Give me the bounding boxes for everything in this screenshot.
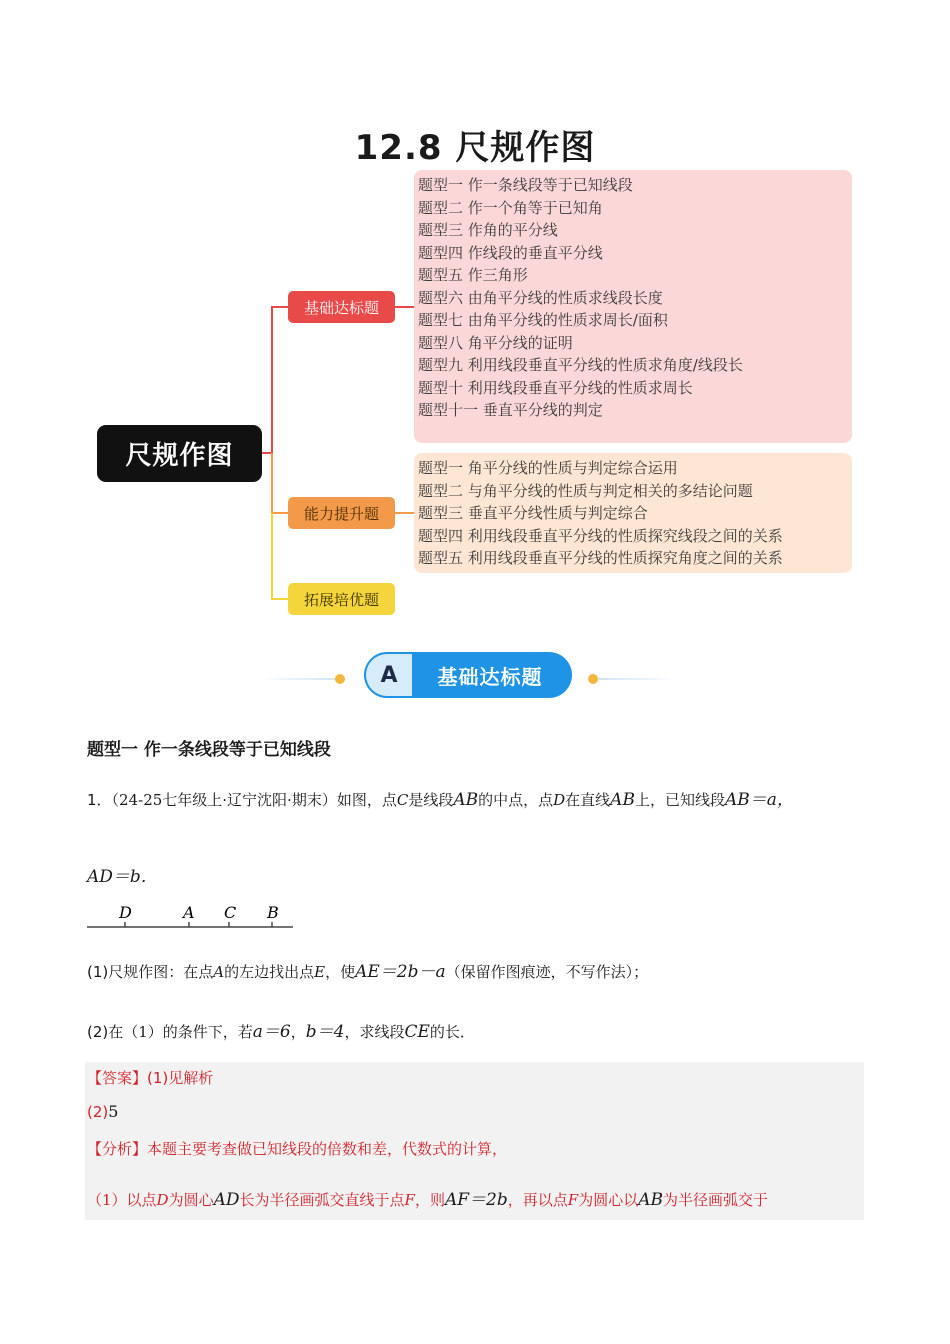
list-item: 题型二 作一个角等于已知角: [418, 198, 603, 217]
answer-value: 5: [108, 1102, 119, 1121]
problem-text: ，: [290, 1023, 306, 1041]
section-letter: A: [366, 654, 412, 696]
banner-line-left: [258, 678, 338, 680]
analysis-text: 为半径画弧交于: [662, 1191, 768, 1209]
list-item: 题型二 与角平分线的性质与判定相关的多结论问题: [418, 481, 753, 500]
analysis-text: 为圆心以: [578, 1191, 639, 1209]
analysis-step-1: [87, 1185, 768, 1210]
answer-number: (1): [147, 1069, 169, 1087]
list-item: 题型八 角平分线的证明: [418, 333, 573, 352]
analysis-text: ，再以点: [507, 1191, 568, 1209]
equation: AB＝a，: [724, 790, 794, 810]
problem-text: ，求线段: [344, 1023, 405, 1041]
equation: AF＝2b: [444, 1190, 508, 1210]
connector-advanced: [272, 453, 288, 513]
list-item: 题型四 利用线段垂直平分线的性质探究线段之间的关系: [418, 526, 783, 545]
banner-dot-right: [588, 674, 598, 684]
problem-text: 尺规作图：在点: [108, 963, 214, 981]
type-heading: 题型一 作一条线段等于已知线段: [87, 740, 331, 760]
analysis-line: [87, 1138, 507, 1159]
problem-text: （24-25七年级上·辽宁沈阳·期末）如图，点: [111, 791, 397, 809]
point-label: C: [396, 791, 409, 809]
equation: AD＝b．: [87, 867, 158, 887]
point-label: F: [567, 1191, 579, 1209]
list-item: 题型十 利用线段垂直平分线的性质求周长: [418, 378, 693, 397]
analysis-text: 本题主要考查做已知线段的倍数和差，代数式的计算，: [147, 1140, 508, 1158]
question-number: (1): [87, 963, 109, 981]
question-1: [87, 957, 648, 982]
problem-text: 的长．: [429, 1023, 475, 1041]
list-item: 题型六 由角平分线的性质求线段长度: [418, 288, 663, 307]
answer-text: 见解析: [168, 1069, 214, 1087]
segment-label: AB: [638, 1190, 663, 1210]
banner-line-right: [598, 678, 678, 680]
advanced-items-box: [414, 453, 852, 573]
page-title: 12.8 尺规作图: [354, 128, 596, 168]
problem-text: 上，已知线段: [634, 791, 725, 809]
problem-text: 在（1）的条件下，若: [108, 1023, 253, 1041]
point-label: D: [553, 791, 566, 809]
problem-text: 的中点，点: [478, 791, 554, 809]
list-item: 题型四 作线段的垂直平分线: [418, 243, 603, 262]
branch-extended: 拓展培优题: [288, 583, 395, 615]
list-item: 题型七 由角平分线的性质求周长/面积: [418, 311, 668, 329]
mindmap-root: 尺规作图: [97, 425, 262, 482]
analysis-text: ，则: [414, 1191, 445, 1209]
banner-dot-left: [335, 674, 345, 684]
list-item: 题型一 作一条线段等于已知线段: [418, 176, 633, 194]
equation: AE＝2b－a: [355, 962, 446, 982]
number-line-figure: [85, 900, 300, 932]
point-a-label: A: [183, 903, 195, 922]
problem-text: 是线段: [408, 791, 454, 809]
segment-label: AB: [610, 790, 635, 810]
problem-text: （保留作图痕迹，不写作法）；: [445, 963, 649, 981]
question-2: [87, 1017, 475, 1042]
list-item: 题型一 角平分线的性质与判定综合运用: [418, 459, 678, 477]
connector-basic: [262, 307, 288, 453]
list-item: 题型三 垂直平分线性质与判定综合: [418, 504, 648, 522]
point-label: E: [314, 963, 326, 981]
list-item: 题型十一 垂直平分线的判定: [418, 401, 603, 419]
problem-text: 的左边找出点: [224, 963, 315, 981]
problem-text: ，使: [325, 963, 356, 981]
point-b-label: B: [267, 903, 279, 922]
equation: a＝6: [252, 1022, 291, 1042]
list-item: 题型九 利用线段垂直平分线的性质求角度/线段长: [418, 356, 743, 374]
answer-line-2: [87, 1102, 118, 1121]
basic-items-box: [414, 170, 852, 443]
point-label: A: [213, 963, 225, 981]
analysis-text: （1）以点: [87, 1191, 157, 1209]
branch-basic: 基础达标题: [288, 291, 395, 323]
answer-number: (2): [87, 1103, 109, 1121]
question-number: (2): [87, 1023, 109, 1041]
point-label: F: [404, 1191, 415, 1209]
segment-label: CE: [404, 1022, 430, 1042]
section-label: 基础达标题: [437, 664, 543, 689]
problem-line-1: [87, 785, 794, 810]
problem-text: 在直线: [565, 791, 611, 809]
list-item: 题型五 作三角形: [418, 266, 528, 284]
segment-label: AD: [213, 1190, 240, 1210]
point-d-label: D: [119, 903, 132, 922]
analysis-tag: 【分析】: [87, 1140, 148, 1158]
answer-tag: 【答案】: [87, 1069, 148, 1087]
connector-extended: [272, 513, 288, 599]
list-item: 题型五 利用线段垂直平分线的性质探究角度之间的关系: [418, 549, 783, 567]
analysis-text: 长为半径画弧交直线于点: [239, 1191, 405, 1209]
problem-number: 1．: [87, 791, 112, 809]
point-c-label: C: [224, 903, 237, 922]
answer-line-1: [87, 1067, 213, 1088]
point-label: D: [156, 1191, 169, 1209]
list-item: 题型三 作角的平分线: [418, 221, 558, 239]
analysis-text: 为圆心: [168, 1191, 214, 1209]
equation: b＝4: [305, 1022, 345, 1042]
segment-label: AB: [453, 790, 479, 810]
branch-advanced: 能力提升题: [288, 497, 395, 529]
